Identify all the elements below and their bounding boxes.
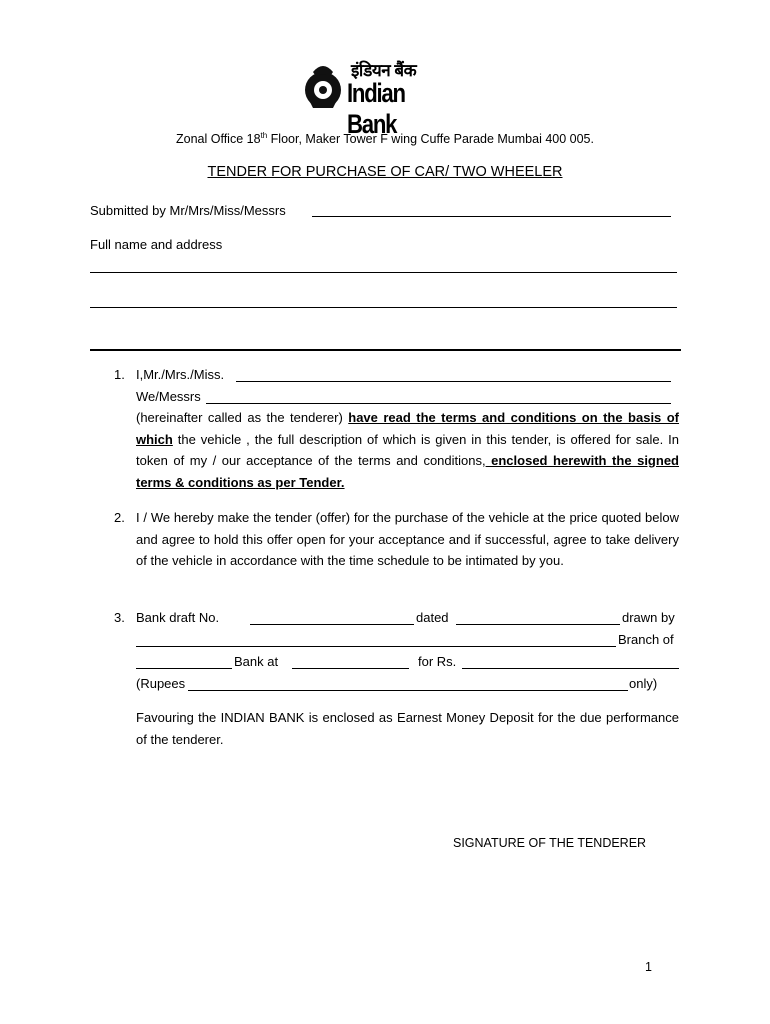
zonal-office-address bbox=[0, 131, 770, 146]
section-divider bbox=[90, 349, 681, 351]
dated-label: dated bbox=[416, 610, 449, 625]
address-superscript: th bbox=[260, 131, 268, 140]
submitted-by-label: Submitted by Mr/Mrs/Miss/Messrs bbox=[90, 203, 286, 218]
item-1-text-part: the vehicle , the full description of which is given in this tender, is offered for sale. In token of my / our acceptance of the terms and conditions, bbox=[136, 431, 679, 468]
drawn-by-label: drawn by bbox=[622, 610, 675, 625]
submitted-by-field[interactable] bbox=[312, 216, 671, 217]
draft-number-field[interactable] bbox=[250, 624, 414, 625]
item-1-bold-part: enclosed herewith the signed terms & conditions as per Tender. bbox=[136, 453, 679, 490]
bank-emblem-icon bbox=[303, 58, 349, 116]
address-part: Floor, Maker Tower F wing Cuffe Parade Mumbai 400 005. bbox=[267, 132, 594, 147]
bank-draft-label: Bank draft No. bbox=[136, 610, 220, 625]
address-line-2[interactable] bbox=[90, 307, 677, 308]
document-title: TENDER FOR PURCHASE OF CAR/ TWO WHEELER bbox=[207, 164, 563, 180]
only-label: only) bbox=[629, 676, 658, 691]
item-number: 3. bbox=[114, 610, 125, 625]
item-1-text bbox=[136, 407, 679, 493]
favouring-text: Favouring the INDIAN BANK is enclosed as Earnest Money Deposit for the due performance of the tenderer. bbox=[136, 710, 679, 747]
item-number: 1. bbox=[114, 367, 125, 382]
messrs-field[interactable] bbox=[206, 403, 671, 404]
signature-label: SIGNATURE OF THE TENDERER bbox=[453, 836, 647, 850]
branch-label: Branch of bbox=[618, 632, 674, 647]
item-1-text-part: (hereinafter called as the tenderer) bbox=[136, 410, 349, 425]
bank-name-field[interactable] bbox=[136, 668, 232, 669]
amount-field[interactable] bbox=[462, 668, 679, 669]
item-number: 2. bbox=[114, 510, 125, 525]
full-name-label: Full name and address bbox=[90, 237, 223, 252]
logo-hindi-text: इंडियन बैंक bbox=[351, 61, 417, 80]
address-line-1[interactable] bbox=[90, 272, 677, 273]
drawn-by-field[interactable] bbox=[136, 646, 616, 647]
name-label: I,Mr./Mrs./Miss. bbox=[136, 367, 225, 382]
item-2-text: I / We hereby make the tender (offer) for the purchase of the vehicle at the price quoted below and agree to hold this offer open for your acceptance and if successful, agree to take delivery of the vehicle in accordance with the time schedule to be intimated by you. bbox=[136, 510, 679, 568]
messrs-label: We/Messrs bbox=[136, 389, 201, 404]
item-1-bold-part: have read the terms and conditions on the basis of which bbox=[136, 410, 680, 447]
bank-place-field[interactable] bbox=[292, 668, 409, 669]
for-rs-label: for Rs. bbox=[418, 654, 457, 669]
page-number: 1 bbox=[645, 960, 652, 974]
bank-at-label: Bank at bbox=[234, 654, 279, 669]
name-field[interactable] bbox=[236, 381, 671, 382]
logo-english-text: Indian Bank bbox=[347, 78, 405, 139]
rupees-words-field[interactable] bbox=[188, 690, 628, 691]
indian-bank-logo bbox=[303, 58, 473, 139]
date-field[interactable] bbox=[456, 624, 620, 625]
address-part: Zonal Office 18 bbox=[175, 132, 261, 147]
rupees-label: (Rupees bbox=[136, 676, 186, 691]
